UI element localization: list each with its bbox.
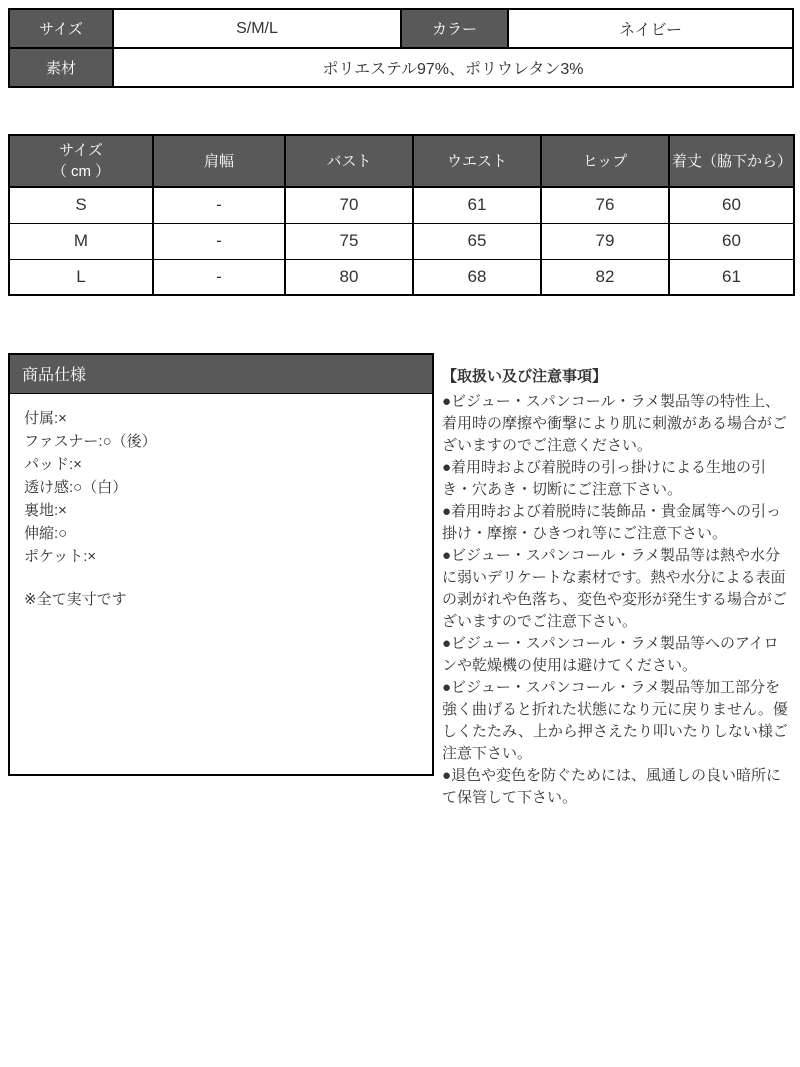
- length-cell: 60: [669, 223, 794, 259]
- size-row-s: [9, 187, 794, 223]
- handling-note-snagging: ●着用時および着脱時の引っ掛けによる生地の引き・穴あき・切断にご注意下さい。: [442, 459, 767, 498]
- length-header-cell: 着丈（脇下から）: [669, 135, 794, 187]
- waist-header-cell: ウエスト: [413, 135, 541, 187]
- spec-item-pad: パッド:×: [24, 456, 82, 473]
- hip-cell: 79: [541, 223, 669, 259]
- size-cm-header-line2: （ cm ）: [51, 163, 111, 180]
- size-cell: L: [9, 259, 153, 295]
- spec-box-body: [10, 394, 432, 624]
- shoulder-cell: -: [153, 259, 285, 295]
- shoulder-cell: -: [153, 223, 285, 259]
- spec-item-sheerness: 透け感:○（白）: [24, 479, 128, 496]
- hip-cell: 82: [541, 259, 669, 295]
- size-value-cell: S/M/L: [113, 9, 401, 48]
- info-row-material: [9, 48, 793, 87]
- length-cell: 60: [669, 187, 794, 223]
- size-chart-table: [8, 134, 795, 296]
- material-value-cell: ポリエステル97%、ポリウレタン3%: [113, 48, 793, 87]
- color-value-cell: ネイビー: [508, 9, 793, 48]
- hip-cell: 76: [541, 187, 669, 223]
- bust-cell: 70: [285, 187, 413, 223]
- size-cm-header-line1: サイズ: [59, 142, 103, 159]
- handling-note-friction: ●ビジュー・スパンコール・ラメ製品等の特性上、着用時の摩擦や衝撃により肌に刺激がある場合がございますのでご注意ください。: [442, 393, 788, 454]
- info-row-size-color: [9, 9, 793, 48]
- bust-cell: 80: [285, 259, 413, 295]
- size-row-m: [9, 223, 794, 259]
- handling-note-jewelry: ●着用時および着脱時に装飾品・貴金属等への引っ掛け・摩擦・ひきつれ等にご注意下さい。: [442, 503, 782, 542]
- product-spec-box: [8, 353, 434, 776]
- waist-cell: 61: [413, 187, 541, 223]
- waist-cell: 65: [413, 223, 541, 259]
- handling-note-heat-moisture: ●ビジュー・スパンコール・ラメ製品等は熱や水分に弱いデリケートな素材です。熱や水分による表面の剥がれや色落ち、変色や変形が発生する場合がございますのでご注意下さい。: [442, 547, 788, 630]
- material-header-cell: 素材: [9, 48, 113, 87]
- size-cell: M: [9, 223, 153, 259]
- spec-measurement-note: ※全て実寸です: [24, 591, 127, 608]
- size-cell: S: [9, 187, 153, 223]
- size-cm-header-cell: [9, 135, 153, 187]
- size-header-cell: サイズ: [9, 9, 113, 48]
- spec-item-lining: 裏地:×: [24, 502, 67, 519]
- size-row-l: [9, 259, 794, 295]
- handling-notes: [442, 353, 792, 809]
- handling-note-iron-dryer: ●ビジュー・スパンコール・ラメ製品等へのアイロンや乾燥機の使用は避けてください。: [442, 635, 779, 674]
- shoulder-cell: -: [153, 187, 285, 223]
- handling-note-bending: ●ビジュー・スパンコール・ラメ製品等加工部分を強く曲げると折れた状態になり元に戻りません。優しくたたみ、上から押さえたり叩いたりしない様ご注意下さい。: [442, 679, 788, 762]
- lower-section: [8, 353, 792, 809]
- shoulder-header-cell: 肩幅: [153, 135, 285, 187]
- handling-notes-title: 【取扱い及び注意事項】: [442, 368, 608, 385]
- spec-item-accessories: 付属:×: [24, 410, 67, 427]
- spec-item-stretch: 伸縮:○: [24, 525, 68, 542]
- size-chart-header-row: [9, 135, 794, 187]
- spec-item-pocket: ポケット:×: [24, 548, 97, 565]
- hip-header-cell: ヒップ: [541, 135, 669, 187]
- length-cell: 61: [669, 259, 794, 295]
- spec-item-fastener: ファスナー:○（後）: [24, 433, 157, 450]
- handling-note-storage: ●退色や変色を防ぐためには、風通しの良い暗所にて保管して下さい。: [442, 767, 782, 806]
- product-info-table: [8, 8, 794, 88]
- spec-box-title: 商品仕様: [10, 355, 432, 394]
- waist-cell: 68: [413, 259, 541, 295]
- bust-header-cell: バスト: [285, 135, 413, 187]
- bust-cell: 75: [285, 223, 413, 259]
- color-header-cell: カラー: [401, 9, 508, 48]
